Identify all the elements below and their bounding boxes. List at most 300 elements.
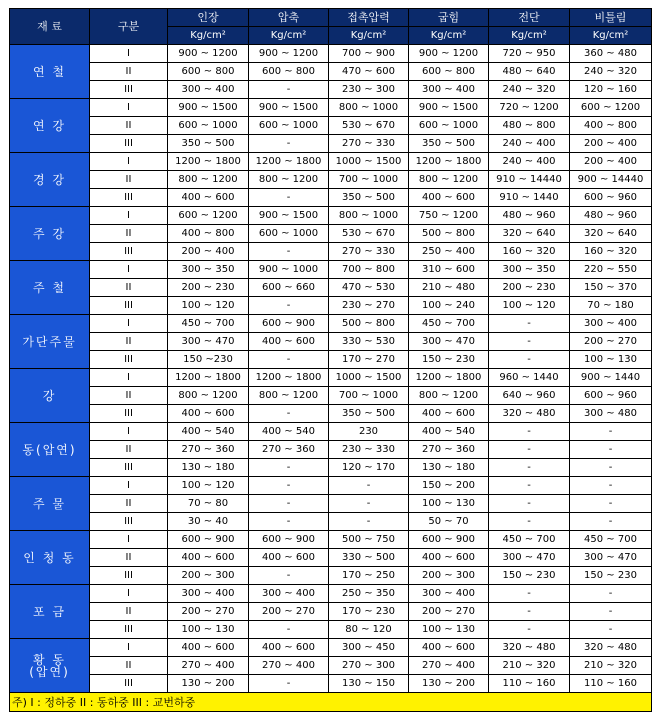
stress-value: 230 ~ 330 [329, 441, 409, 459]
stress-value: - [570, 441, 652, 459]
stress-value: - [489, 315, 570, 333]
load-class: I [90, 531, 168, 549]
load-class: I [90, 639, 168, 657]
stress-value: 900 ~ 1200 [168, 45, 249, 63]
stress-value: 450 ~ 700 [489, 531, 570, 549]
stress-value: - [249, 351, 329, 369]
stress-value: - [489, 621, 570, 639]
stress-value: 270 ~ 330 [329, 135, 409, 153]
stress-value: 250 ~ 400 [409, 243, 489, 261]
stress-value: 910 ~ 14440 [489, 171, 570, 189]
load-class: III [90, 81, 168, 99]
stress-value: 230 [329, 423, 409, 441]
stress-value: 160 ~ 320 [489, 243, 570, 261]
stress-value: 600 ~ 900 [409, 531, 489, 549]
load-class: III [90, 189, 168, 207]
allowable-stress-table [9, 8, 652, 712]
stress-value: 240 ~ 400 [489, 135, 570, 153]
stress-value: - [570, 495, 652, 513]
table-row [10, 531, 652, 549]
stress-value: 300 ~ 450 [329, 639, 409, 657]
stress-value: 200 ~ 270 [570, 333, 652, 351]
stress-value: 800 ~ 1000 [329, 99, 409, 117]
stress-value: 500 ~ 800 [409, 225, 489, 243]
table-row [10, 639, 652, 657]
stress-value: 110 ~ 160 [570, 675, 652, 693]
stress-value: 800 ~ 1200 [409, 171, 489, 189]
stress-value: 310 ~ 600 [409, 261, 489, 279]
stress-value: 200 ~ 400 [570, 153, 652, 171]
stress-value: 1200 ~ 1800 [409, 369, 489, 387]
stress-value: 270 ~ 400 [409, 657, 489, 675]
stress-value: 700 ~ 900 [329, 45, 409, 63]
material-name: 동(압연) [10, 423, 90, 477]
stress-value: 300 ~ 400 [168, 81, 249, 99]
load-class: I [90, 315, 168, 333]
table-row [10, 81, 652, 99]
load-class: III [90, 135, 168, 153]
stress-value: 400 ~ 800 [570, 117, 652, 135]
table-row [10, 423, 652, 441]
stress-value: 470 ~ 530 [329, 279, 409, 297]
stress-value: 210 ~ 320 [570, 657, 652, 675]
unit-label: Kg/cm² [489, 27, 570, 45]
table-row [10, 675, 652, 693]
load-class: II [90, 495, 168, 513]
stress-value: 1200 ~ 1800 [168, 153, 249, 171]
stress-value: 450 ~ 700 [168, 315, 249, 333]
table-row [10, 99, 652, 117]
stress-value: 320 ~ 480 [570, 639, 652, 657]
stress-value: 900 ~ 1500 [249, 207, 329, 225]
stress-value: 600 ~ 1000 [249, 117, 329, 135]
stress-value: 130 ~ 180 [168, 459, 249, 477]
footnote-row [10, 693, 652, 712]
load-class: I [90, 369, 168, 387]
table-row [10, 135, 652, 153]
stress-value: 900 ~ 1000 [249, 261, 329, 279]
stress-value: 230 ~ 300 [329, 81, 409, 99]
table-row [10, 369, 652, 387]
load-class: II [90, 441, 168, 459]
table-row [10, 459, 652, 477]
stress-value: 270 ~ 330 [329, 243, 409, 261]
table-row [10, 333, 652, 351]
table-body [10, 45, 652, 693]
stress-value: 600 ~ 1200 [168, 207, 249, 225]
stress-value: 480 ~ 640 [489, 63, 570, 81]
stress-value: 800 ~ 1200 [168, 387, 249, 405]
load-class: III [90, 351, 168, 369]
stress-value: 1000 ~ 1500 [329, 369, 409, 387]
stress-value: 300 ~ 480 [570, 405, 652, 423]
load-class: III [90, 621, 168, 639]
stress-value: 320 ~ 480 [489, 405, 570, 423]
stress-value: 130 ~ 200 [409, 675, 489, 693]
stress-value: 900 ~ 1200 [409, 45, 489, 63]
stress-value: 900 ~ 1200 [249, 45, 329, 63]
stress-value: 350 ~ 500 [329, 189, 409, 207]
stress-value: 300 ~ 470 [409, 333, 489, 351]
stress-value: 120 ~ 170 [329, 459, 409, 477]
table-row [10, 513, 652, 531]
load-class: III [90, 675, 168, 693]
stress-value: 530 ~ 670 [329, 117, 409, 135]
stress-value: 200 ~ 270 [168, 603, 249, 621]
stress-value: 270 ~ 400 [168, 657, 249, 675]
stress-value: 600 ~ 800 [249, 63, 329, 81]
unit-label: Kg/cm² [409, 27, 489, 45]
material-name: 황 동 (압연) [10, 639, 90, 693]
stress-value: 400 ~ 600 [249, 333, 329, 351]
material-name: 인 청 동 [10, 531, 90, 585]
stress-value: 240 ~ 320 [489, 81, 570, 99]
stress-value: 210 ~ 320 [489, 657, 570, 675]
stress-value: 300 ~ 400 [409, 585, 489, 603]
table-row [10, 405, 652, 423]
stress-value: 600 ~ 660 [249, 279, 329, 297]
stress-value: 240 ~ 320 [570, 63, 652, 81]
table-row [10, 621, 652, 639]
footnote: 주) I : 정하중 II : 동하중 III : 교번하중 [10, 693, 652, 712]
stress-value: 100 ~ 130 [168, 621, 249, 639]
stress-value: 50 ~ 70 [409, 513, 489, 531]
stress-value: - [570, 423, 652, 441]
stress-value: 150 ~ 230 [489, 567, 570, 585]
stress-value: 530 ~ 670 [329, 225, 409, 243]
stress-value: 200 ~ 270 [409, 603, 489, 621]
load-class: I [90, 261, 168, 279]
stress-value: 480 ~ 960 [489, 207, 570, 225]
stress-value: - [249, 495, 329, 513]
stress-value: 450 ~ 700 [570, 531, 652, 549]
stress-value: - [489, 423, 570, 441]
stress-value: 1000 ~ 1500 [329, 153, 409, 171]
stress-value: - [249, 405, 329, 423]
stress-value: 30 ~ 40 [168, 513, 249, 531]
stress-value: 960 ~ 1440 [489, 369, 570, 387]
load-class: II [90, 225, 168, 243]
header-bending: 굽힘 [409, 9, 489, 27]
stress-value: 700 ~ 1000 [329, 387, 409, 405]
stress-value: 300 ~ 470 [570, 549, 652, 567]
stress-value: 400 ~ 540 [168, 423, 249, 441]
table-row [10, 549, 652, 567]
stress-value: - [489, 333, 570, 351]
stress-value: 300 ~ 400 [249, 585, 329, 603]
stress-value: 150 ~230 [168, 351, 249, 369]
material-name: 가단주물 [10, 315, 90, 369]
table-row [10, 495, 652, 513]
stress-value: 150 ~ 230 [570, 567, 652, 585]
stress-value: 360 ~ 480 [570, 45, 652, 63]
stress-value: - [570, 513, 652, 531]
stress-value: 200 ~ 400 [570, 135, 652, 153]
stress-value: 320 ~ 480 [489, 639, 570, 657]
stress-value: 400 ~ 600 [168, 405, 249, 423]
material-name: 주 강 [10, 207, 90, 261]
stress-value: - [249, 477, 329, 495]
stress-value: - [249, 135, 329, 153]
stress-value: 900 ~ 1500 [409, 99, 489, 117]
stress-value: 400 ~ 600 [249, 549, 329, 567]
stress-value: 300 ~ 400 [168, 585, 249, 603]
stress-value: 110 ~ 160 [489, 675, 570, 693]
stress-value: 200 ~ 270 [249, 603, 329, 621]
header-contact-pressure: 접촉압력 [329, 9, 409, 27]
stress-value: - [570, 585, 652, 603]
stress-value: 800 ~ 1200 [168, 171, 249, 189]
load-class: I [90, 423, 168, 441]
stress-value: - [249, 513, 329, 531]
stress-value: - [249, 567, 329, 585]
table-row [10, 45, 652, 63]
stress-value: 480 ~ 800 [489, 117, 570, 135]
stress-value: 600 ~ 800 [168, 63, 249, 81]
stress-value: 900 ~ 1440 [570, 369, 652, 387]
stress-value: - [489, 603, 570, 621]
stress-value: - [249, 459, 329, 477]
material-name: 경 강 [10, 153, 90, 207]
stress-value: 800 ~ 1200 [249, 387, 329, 405]
stress-value: 320 ~ 640 [489, 225, 570, 243]
stress-value: 400 ~ 600 [168, 189, 249, 207]
load-class: III [90, 513, 168, 531]
stress-value: 160 ~ 320 [570, 243, 652, 261]
stress-value: - [570, 459, 652, 477]
stress-value: 300 ~ 350 [489, 261, 570, 279]
table-row [10, 351, 652, 369]
stress-value: 270 ~ 360 [409, 441, 489, 459]
stress-value: - [570, 603, 652, 621]
header-material: 재 료 [10, 9, 90, 45]
stress-value: 220 ~ 550 [570, 261, 652, 279]
stress-value: 400 ~ 540 [409, 423, 489, 441]
stress-value: - [329, 513, 409, 531]
stress-value: - [249, 189, 329, 207]
stress-value: 720 ~ 950 [489, 45, 570, 63]
material-name: 주 물 [10, 477, 90, 531]
stress-value: 470 ~ 600 [329, 63, 409, 81]
unit-label: Kg/cm² [249, 27, 329, 45]
stress-value: 100 ~ 120 [489, 297, 570, 315]
stress-value: 1200 ~ 1800 [409, 153, 489, 171]
stress-value: 640 ~ 960 [489, 387, 570, 405]
stress-value: - [249, 297, 329, 315]
load-class: I [90, 99, 168, 117]
stress-value: - [489, 441, 570, 459]
stress-value: 910 ~ 1440 [489, 189, 570, 207]
load-class: III [90, 297, 168, 315]
stress-value: 600 ~ 900 [249, 531, 329, 549]
material-name: 강 [10, 369, 90, 423]
table-row [10, 189, 652, 207]
stress-value: 600 ~ 1000 [249, 225, 329, 243]
stress-value: 300 ~ 470 [168, 333, 249, 351]
stress-value: 270 ~ 300 [329, 657, 409, 675]
load-class: I [90, 585, 168, 603]
stress-value: 300 ~ 400 [409, 81, 489, 99]
stress-value: 600 ~ 960 [570, 387, 652, 405]
stress-value: 100 ~ 130 [409, 621, 489, 639]
load-class: II [90, 657, 168, 675]
load-class: I [90, 153, 168, 171]
stress-value: 600 ~ 1000 [168, 117, 249, 135]
stress-value: 700 ~ 800 [329, 261, 409, 279]
load-class: III [90, 405, 168, 423]
load-class: II [90, 387, 168, 405]
table-row [10, 261, 652, 279]
load-class: I [90, 45, 168, 63]
load-class: I [90, 477, 168, 495]
stress-value: 600 ~ 1000 [409, 117, 489, 135]
stress-value: 300 ~ 350 [168, 261, 249, 279]
stress-value: 100 ~ 240 [409, 297, 489, 315]
stress-value: 270 ~ 400 [249, 657, 329, 675]
stress-value: 900 ~ 1500 [249, 99, 329, 117]
table-row [10, 567, 652, 585]
stress-value: 210 ~ 480 [409, 279, 489, 297]
stress-value: 100 ~ 120 [168, 477, 249, 495]
material-name: 포 금 [10, 585, 90, 639]
material-name: 연 강 [10, 99, 90, 153]
stress-value: 400 ~ 600 [249, 639, 329, 657]
stress-value: - [489, 495, 570, 513]
stress-value: 120 ~ 160 [570, 81, 652, 99]
header-class: 구분 [90, 9, 168, 45]
load-class: III [90, 243, 168, 261]
stress-value: 100 ~ 130 [570, 351, 652, 369]
stress-value: - [249, 621, 329, 639]
table-row [10, 171, 652, 189]
stress-value: 800 ~ 1200 [409, 387, 489, 405]
table-row [10, 441, 652, 459]
stress-value: - [489, 351, 570, 369]
stress-value: 230 ~ 270 [329, 297, 409, 315]
stress-value: 400 ~ 600 [409, 405, 489, 423]
stress-value: 400 ~ 600 [409, 639, 489, 657]
stress-value: 1200 ~ 1800 [249, 153, 329, 171]
load-class: II [90, 549, 168, 567]
stress-value: 100 ~ 120 [168, 297, 249, 315]
stress-value: 400 ~ 800 [168, 225, 249, 243]
stress-value: 300 ~ 400 [570, 315, 652, 333]
stress-value: 270 ~ 360 [168, 441, 249, 459]
stress-value: 800 ~ 1000 [329, 207, 409, 225]
load-class: II [90, 63, 168, 81]
table-row [10, 279, 652, 297]
stress-value: 700 ~ 1000 [329, 171, 409, 189]
stress-value: 1200 ~ 1800 [249, 369, 329, 387]
stress-value: - [249, 675, 329, 693]
load-class: II [90, 171, 168, 189]
material-name: 주 철 [10, 261, 90, 315]
stress-value: - [570, 477, 652, 495]
stress-value: 1200 ~ 1800 [168, 369, 249, 387]
stress-value: 400 ~ 600 [168, 639, 249, 657]
stress-value: 170 ~ 270 [329, 351, 409, 369]
stress-value: 400 ~ 540 [249, 423, 329, 441]
table-row [10, 477, 652, 495]
table-row [10, 225, 652, 243]
strength-table-container [9, 8, 651, 712]
stress-value: - [489, 513, 570, 531]
table-row [10, 387, 652, 405]
unit-label: Kg/cm² [168, 27, 249, 45]
stress-value: 750 ~ 1200 [409, 207, 489, 225]
table-row [10, 117, 652, 135]
stress-value: 600 ~ 1200 [570, 99, 652, 117]
stress-value: 300 ~ 470 [489, 549, 570, 567]
stress-value: 250 ~ 350 [329, 585, 409, 603]
stress-value: - [570, 621, 652, 639]
table-row [10, 63, 652, 81]
table-row [10, 243, 652, 261]
unit-label: Kg/cm² [570, 27, 652, 45]
table-row [10, 585, 652, 603]
stress-value: 600 ~ 900 [168, 531, 249, 549]
stress-value: 480 ~ 960 [570, 207, 652, 225]
table-row [10, 603, 652, 621]
stress-value: 320 ~ 640 [570, 225, 652, 243]
stress-value: 450 ~ 700 [409, 315, 489, 333]
stress-value: 500 ~ 750 [329, 531, 409, 549]
stress-value: 150 ~ 230 [409, 351, 489, 369]
table-row [10, 207, 652, 225]
stress-value: 200 ~ 400 [168, 243, 249, 261]
stress-value: 350 ~ 500 [409, 135, 489, 153]
stress-value: 130 ~ 200 [168, 675, 249, 693]
unit-label: Kg/cm² [329, 27, 409, 45]
load-class: II [90, 333, 168, 351]
stress-value: 400 ~ 600 [168, 549, 249, 567]
stress-value: 270 ~ 360 [249, 441, 329, 459]
stress-value: - [329, 477, 409, 495]
load-class: I [90, 207, 168, 225]
stress-value: 400 ~ 600 [409, 549, 489, 567]
stress-value: 200 ~ 300 [409, 567, 489, 585]
header-row-titles [10, 9, 652, 27]
stress-value: 200 ~ 300 [168, 567, 249, 585]
stress-value: - [329, 495, 409, 513]
stress-value: 350 ~ 500 [168, 135, 249, 153]
stress-value: 600 ~ 900 [249, 315, 329, 333]
stress-value: - [489, 477, 570, 495]
stress-value: 70 ~ 80 [168, 495, 249, 513]
table-row [10, 153, 652, 171]
stress-value: 150 ~ 370 [570, 279, 652, 297]
stress-value: 170 ~ 250 [329, 567, 409, 585]
stress-value: 150 ~ 200 [409, 477, 489, 495]
stress-value: - [249, 243, 329, 261]
stress-value: 330 ~ 500 [329, 549, 409, 567]
stress-value: - [249, 81, 329, 99]
stress-value: 900 ~ 1500 [168, 99, 249, 117]
stress-value: 600 ~ 800 [409, 63, 489, 81]
stress-value: 70 ~ 180 [570, 297, 652, 315]
header-compression: 압축 [249, 9, 329, 27]
stress-value: 130 ~ 150 [329, 675, 409, 693]
stress-value: 720 ~ 1200 [489, 99, 570, 117]
stress-value: 130 ~ 180 [409, 459, 489, 477]
stress-value: 900 ~ 14440 [570, 171, 652, 189]
header-shear: 전단 [489, 9, 570, 27]
stress-value: 200 ~ 230 [168, 279, 249, 297]
load-class: II [90, 279, 168, 297]
stress-value: - [489, 459, 570, 477]
stress-value: 350 ~ 500 [329, 405, 409, 423]
table-row [10, 297, 652, 315]
